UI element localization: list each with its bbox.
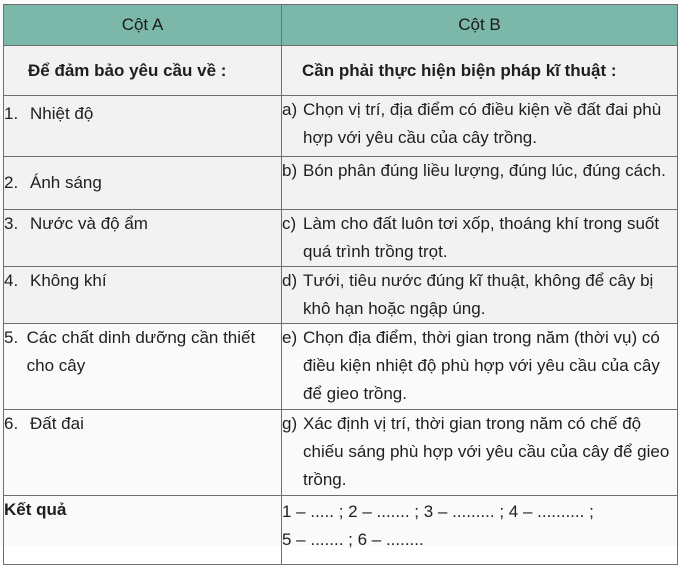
header-row (4, 5, 678, 46)
measure-text: Bón phân đúng liều lượng, đúng lúc, đúng cách. (303, 161, 666, 180)
item-letter: a) (282, 100, 298, 119)
measure-text: Làm cho đất luôn tơi xốp, thoáng khí trong suốt quá trình trồng trọt. (303, 214, 660, 261)
item-number: 3. (4, 214, 19, 233)
requirement-cell (4, 410, 282, 496)
item-letter: b) (282, 161, 298, 180)
table-row (4, 96, 678, 157)
table-row (4, 210, 678, 267)
column-a-subheader: Để đảm bảo yêu cầu về : (4, 46, 282, 96)
table-row (4, 410, 678, 496)
result-cell (282, 496, 678, 565)
table-row (4, 157, 678, 210)
column-a-header: Cột A (4, 5, 282, 46)
result-line-1: 1 – ..... ; 2 – ....... ; 3 – ......... ; 4 – .......... ; (282, 502, 594, 521)
requirement-cell (4, 157, 282, 210)
column-b-header: Cột B (282, 5, 678, 46)
item-number: 6. (4, 414, 19, 433)
item-letter: c) (282, 214, 297, 233)
measure-text: Chọn vị trí, địa điểm có điều kiện về đất đai phù hợp với yêu cầu của cây trồng. (303, 100, 662, 147)
matching-table (3, 4, 678, 565)
measure-cell (282, 157, 678, 210)
measure-text: Tưới, tiêu nước đúng kĩ thuật, không để cây bị khô hạn hoặc ngập úng. (303, 271, 654, 318)
requirement-text: Ánh sáng (30, 173, 102, 192)
measure-cell (282, 324, 678, 410)
requirement-text: Nước và độ ẩm (30, 214, 148, 233)
table-row (4, 324, 678, 410)
measure-cell (282, 210, 678, 267)
measure-cell (282, 96, 678, 157)
requirement-cell (4, 96, 282, 157)
item-number: 2. (4, 173, 19, 192)
item-number: 5. (4, 328, 19, 347)
requirement-cell (4, 267, 282, 324)
result-line-2: 5 – ....... ; 6 – ........ (282, 530, 424, 549)
item-letter: e) (282, 328, 298, 347)
column-b-subheader: Cần phải thực hiện biện pháp kĩ thuật : (282, 46, 678, 96)
table-row (4, 267, 678, 324)
item-number: 1. (4, 104, 19, 123)
result-row (4, 496, 678, 565)
requirement-text: Đất đai (30, 414, 84, 433)
measure-text: Chọn địa điểm, thời gian trong năm (thời vụ) có điều kiện nhiệt độ phù hợp với yêu cầu của cây để gieo trồng. (303, 328, 660, 403)
measure-text: Xác định vị trí, thời gian trong năm có chế độ chiếu sáng phù hợp với yêu cầu của cây để gieo trồng. (303, 414, 670, 489)
measure-cell (282, 410, 678, 496)
measure-cell (282, 267, 678, 324)
subheader-row (4, 46, 678, 96)
requirement-cell (4, 324, 282, 410)
item-letter: d) (282, 271, 298, 290)
requirement-cell (4, 210, 282, 267)
requirement-text: Các chất dinh dưỡng cần thiết cho cây (26, 328, 256, 375)
item-letter: g) (282, 414, 298, 433)
requirement-text: Không khí (30, 271, 107, 290)
item-number: 4. (4, 271, 19, 290)
requirement-text: Nhiệt độ (30, 104, 94, 123)
result-label: Kết quả (4, 496, 282, 565)
